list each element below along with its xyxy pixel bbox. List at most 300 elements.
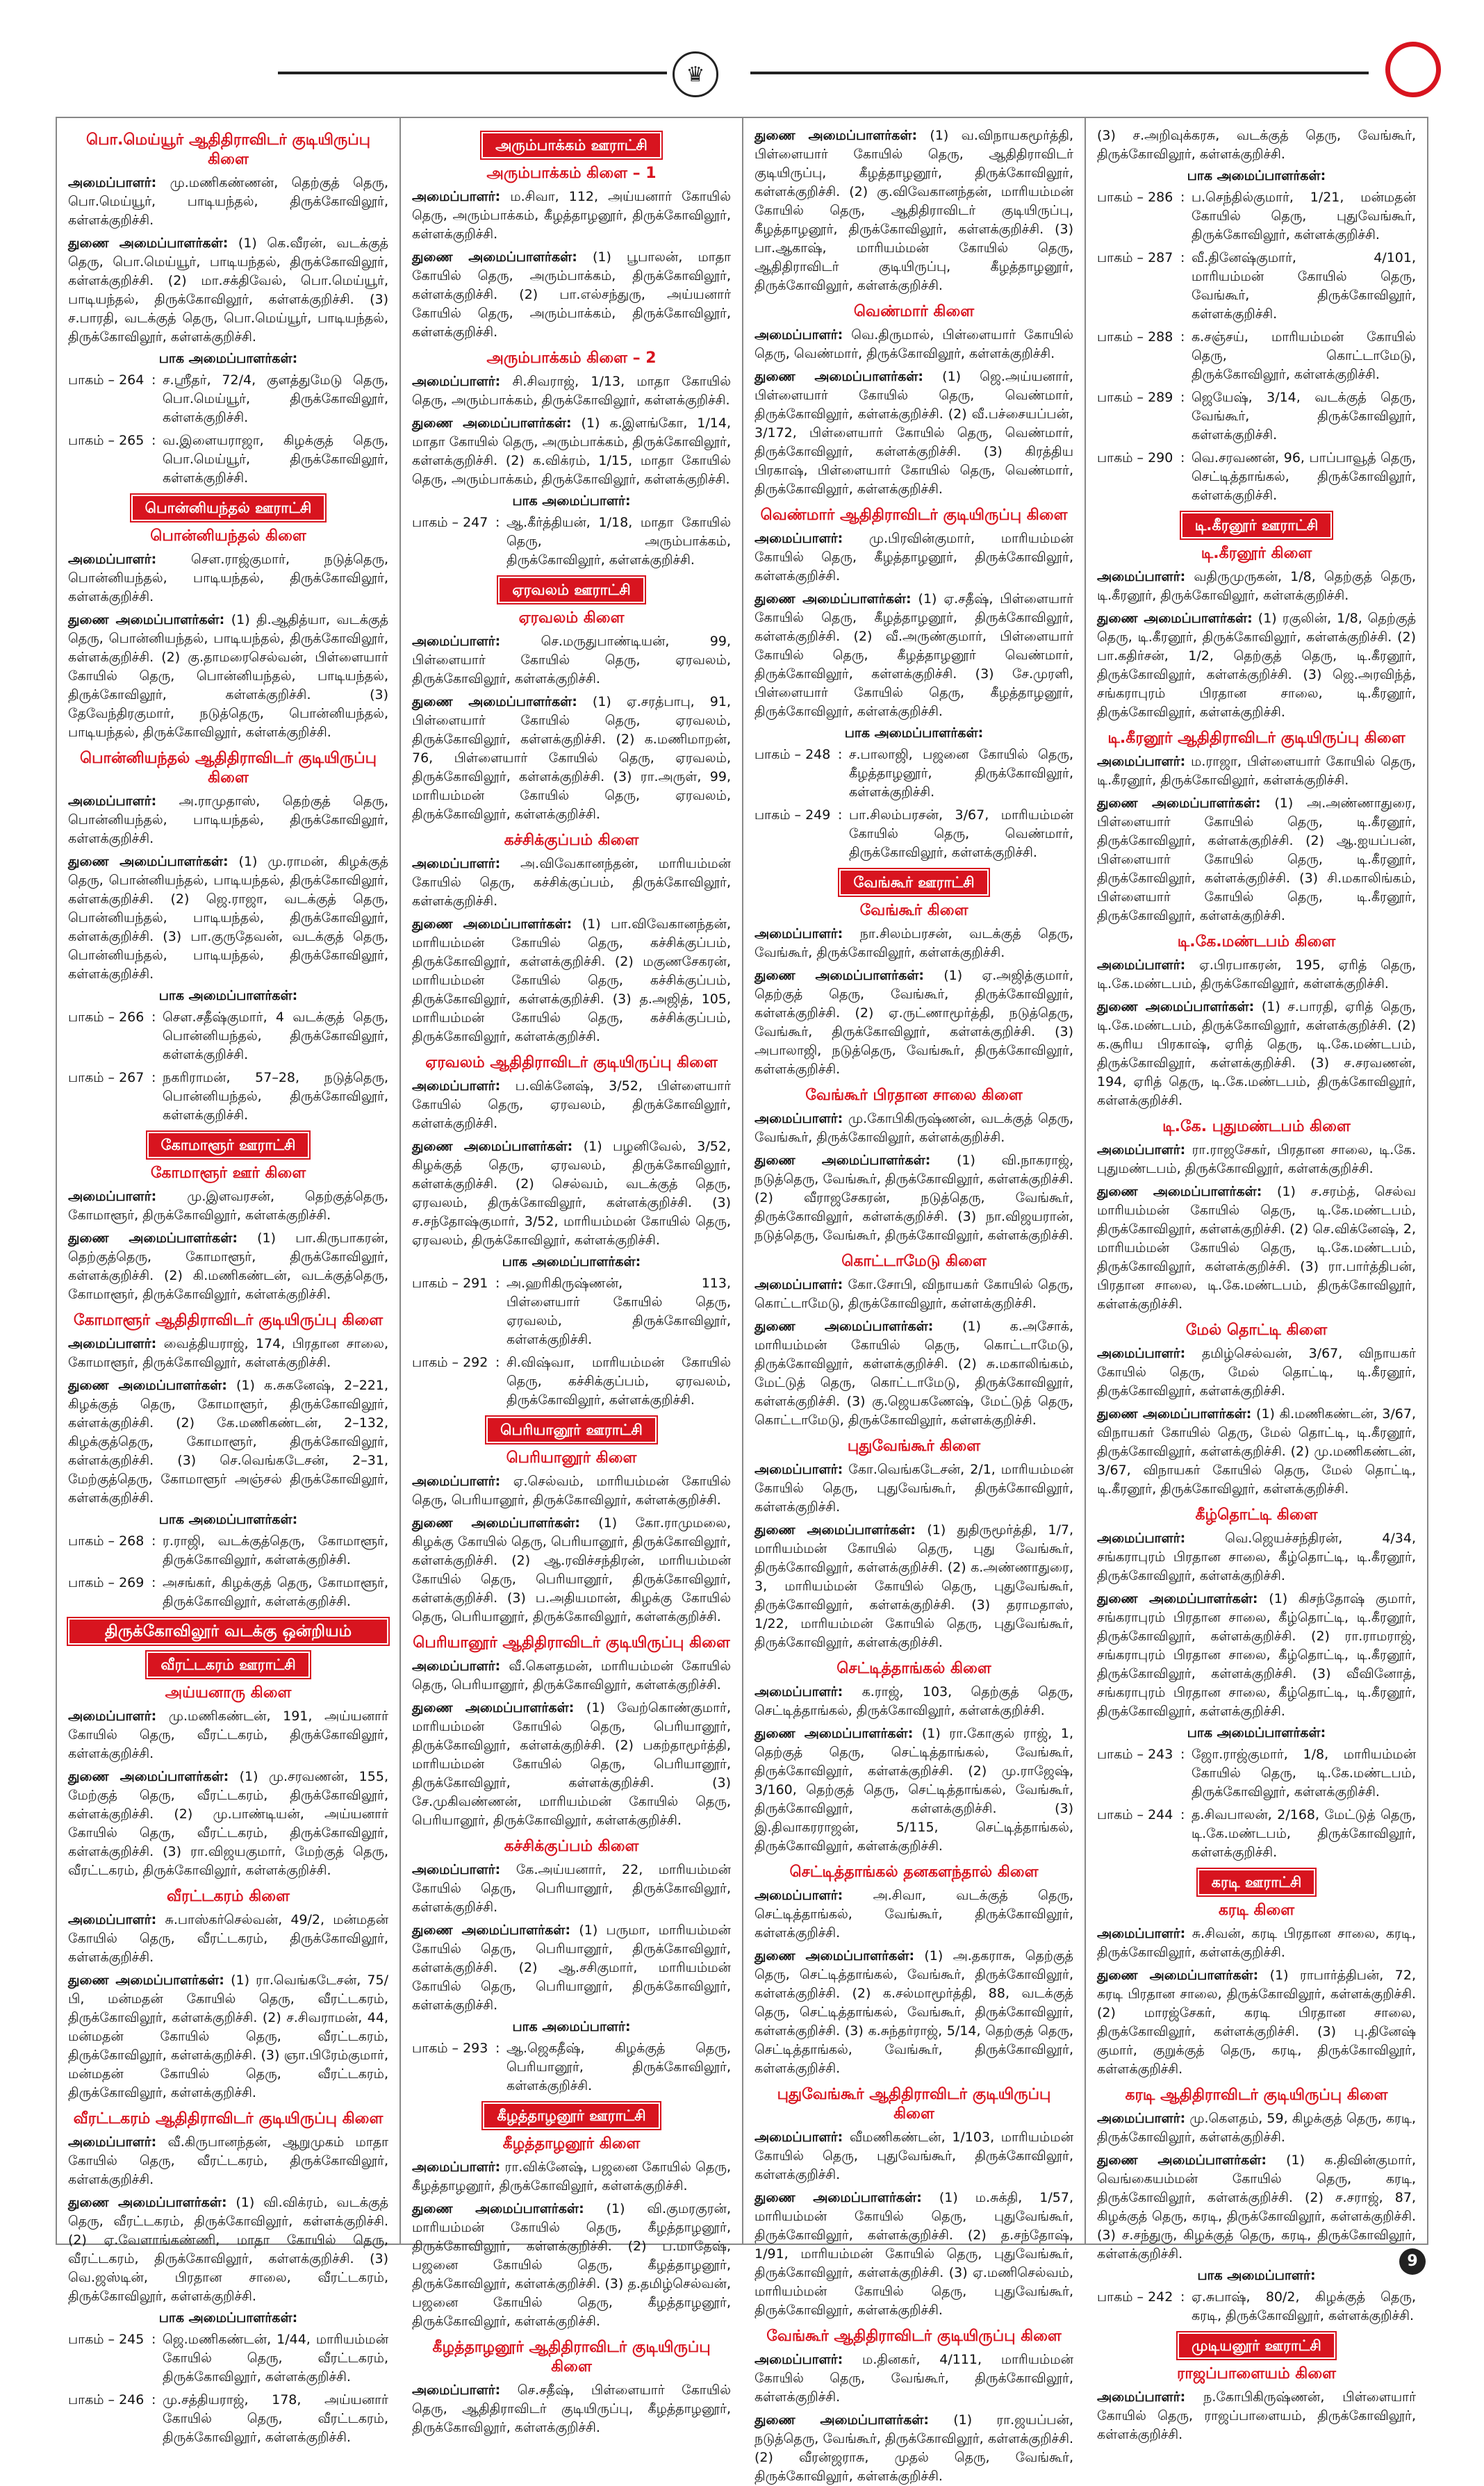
panchayat-label: வீரட்டகரம் ஊராட்சி <box>147 1652 309 1678</box>
member-entry <box>412 693 731 824</box>
member-text: ரா.ராஜசேகர், பிரதான சாலை, டி.கே. புதுமண்டபம், திருக்கோவிலூர், கள்ளக்குறிச்சி. <box>1097 1142 1416 1176</box>
branch-section <box>1097 729 1416 925</box>
branch-section <box>1097 1321 1416 1499</box>
booth-row <box>1097 188 1416 245</box>
role-label: துணை அமைப்பாளர்கள்: <box>755 1153 931 1168</box>
role-label: அமைப்பாளர்: <box>1097 2111 1186 2126</box>
member-entry <box>68 611 388 742</box>
branch-section <box>1097 512 1416 722</box>
branch-section <box>755 1086 1073 1245</box>
booth-row <box>68 1532 388 1570</box>
panchayat-label: கரடி ஊராட்சி <box>1198 1869 1316 1895</box>
member-text: (1) அ.தகராசு, தெற்குத் தெரு, செட்டித்தாங்கல், வேங்கூர், திருக்கோவிலூர், கள்ளக்குறிச்சி. (2) க.சல்மாமூர்த்தி, 88, வடக்குத் தெரு, செட்டித்தாங்கல், வேங்கூர், திருக்கோவிலூர், கள்ளக்குறிச்சி. (3) க.சுந்தர்ராஜ், 5/14, தெற்குத் தெரு, செட்டித்தாங்கல், வேங்கூர், திருக்கோவிலூர், கள்ளக்குறிச்சி. <box>755 1948 1073 2076</box>
booth-colon: : <box>1180 329 1185 345</box>
booth-colon: : <box>1180 190 1185 205</box>
member-text: வீ.கௌதமன், மாரியம்மன் கோயில் தெரு, பெரியானூர், திருக்கோவிலூர், கள்ளக்குறிச்சி. <box>412 1658 731 1693</box>
member-text: (1) வி.விக்ரம், வடக்குத் தெரு, வீரட்டகரம், திருக்கோவிலூர், கள்ளக்குறிச்சி. (2) ஏ.வேளாங்கண்ணி, மாதா கோயில் தெரு, வீரட்டகரம், திருக்கோவிலூர், கள்ளக்குறிச்சி. (3) வெ.ஜஸ்டின், பிரதான சாலை, வீரட்டகரம், திருக்கோவிலூர், கள்ளக்குறிச்சி. <box>68 2195 388 2304</box>
role-label: துணை அமைப்பாளர்கள்: <box>412 2201 584 2216</box>
branch-section <box>412 1837 731 2096</box>
booth-row <box>1097 1745 1416 1802</box>
member-text: (1) ரா.கோகுல் ராஜ், 1, தெற்குத் தெரு, செட்டித்தாங்கல், வேங்கூர், திருக்கோவிலூர், கள்ளக்குறிச்சி. (2) மு.ராஜேஷ், 3/160, தெற்குத் தெரு, செட்டித்தாங்கல், வேங்கூர், திருக்கோவிலூர், கள்ளக்குறிச்சி. (3) இ.திவாகரராஜன், 5/115, செட்டித்தாங்கல், திருக்கோவிலூர், கள்ளக்குறிச்சி. <box>755 1726 1073 1854</box>
member-text: நா.சிலம்பரசன், வடக்குத் தெரு, வேங்கூர், திருக்கோவிலூர், கள்ளக்குறிச்சி. <box>755 926 1073 960</box>
panchayat-label: கோமாளூர் ஊராட்சி <box>147 1132 310 1158</box>
role-label: துணை அமைப்பாளர்கள்: <box>1097 611 1253 626</box>
role-label: அமைப்பாளர்: <box>755 1684 843 1699</box>
booth-organiser: ஆ.ஜெகதீஷ், கிழக்குத் தெரு, பெரியானூர், திருக்கோவிலூர், கள்ளக்குறிச்சி. <box>506 2041 731 2093</box>
member-entry <box>68 1376 388 1508</box>
member-entry <box>1097 126 1416 164</box>
booth-organiser: ஜோ.ராஜ்குமார், 1/8, மாரியம்மன் கோயில் தெரு, டி.கே.மண்டபம், திருக்கோவிலூர், கள்ளக்குறிச்சி. <box>1192 1747 1416 1800</box>
booth-organisers-heading: பாக அமைப்பாளர்: <box>1197 2268 1316 2283</box>
branch-section <box>412 1417 731 1627</box>
member-text: அ.சிவா, வடக்குத் தெரு, செட்டித்தாங்கல், வேங்கூர், திருக்கோவிலூர், கள்ளக்குறிச்சி. <box>755 1888 1073 1941</box>
member-entry <box>412 632 731 689</box>
member-text: ம.தினகர், 4/111, மாரியம்மன் கோயில் தெரு, வேங்கூர், திருக்கோவிலூர், கள்ளக்குறிச்சி. <box>755 2352 1074 2405</box>
booth-organiser: சி.விஷ்வா, மாரியம்மன் கோயில் தெரு, கச்சிக்குப்பம், ஏரவலம், திருக்கோவிலூர், கள்ளக்குறிச்சி. <box>506 1355 731 1408</box>
branch-heading: கொட்டாமேடு கிளை <box>841 1253 987 1270</box>
member-text: (1) க.திவின்குமார், வெங்கையம்மன் கோயில் தெரு, கரடி, திருக்கோவிலூர், கள்ளக்குறிச்சி. (2) ச.சராஜ், 87, கிழக்குத் தெரு, கரடி, திருக்கோவிலூர், கள்ளக்குறிச்சி. (3) ச.சந்துரு, கிழக்குத் தெரு, கரடி, திருக்கோவிலூர், கள்ளக்குறிச்சி. <box>1097 2152 1416 2262</box>
role-label: துணை அமைப்பாளர்கள்: <box>1097 2152 1267 2168</box>
member-entry <box>68 1911 388 1967</box>
member-entry <box>412 2381 731 2437</box>
branch-heading: கோமாளூர் ஊர் கிளை <box>150 1164 306 1182</box>
member-text: மு.கௌதம், 59, கிழக்குத் தெரு, கரடி, திருக்கோவிலூர், கள்ளக்குறிச்சி. <box>1097 2111 1417 2145</box>
panchayat-label: முடியனூர் ஊராட்சி <box>1178 2332 1335 2359</box>
member-text: (1) ரா.ஜயப்பன், நடுத்தெரு, வேங்கூர், திருக்கோவிலூர், கள்ளக்குறிச்சி. (2) வீரன்ஜராசு, முதல் தெரு, வேங்கூர், திருக்கோவிலூர், கள்ளக்குறிச்சி. <box>755 2412 1073 2484</box>
member-entry <box>755 1886 1073 1943</box>
booth-organiser: ஏ.சுபாஷ், 80/2, கிழக்குத் தெரு, கரடி, திருக்கோவிலூர், கள்ளக்குறிச்சி. <box>1192 2289 1416 2323</box>
panchayat-label: டி.கீரனூர் ஊராட்சி <box>1181 512 1333 538</box>
role-label: துணை அமைப்பாளர்கள்: <box>68 1230 238 1246</box>
member-text: (1) க.இளங்கோ, 1/14, மாதா கோயில் தெரு, அரும்பாக்கம், திருக்கோவிலூர், கள்ளக்குறிச்சி. (2) க.விக்ரம், 1/15, மாதா கோயில் தெரு, அரும்பாக்கம், திருக்கோவிலூர், கள்ளக்குறிச்சி. <box>412 415 731 487</box>
member-entry <box>412 2200 731 2331</box>
branch-heading: அய்யனாரு கிளை <box>165 1684 292 1702</box>
role-label: துணை அமைப்பாளர்கள்: <box>755 2190 922 2205</box>
branch-section <box>1097 1869 1416 2079</box>
role-label: துணை அமைப்பாளர்கள்: <box>1097 1591 1258 1606</box>
booth-organisers-heading: பாக அமைப்பாளர்கள்: <box>158 2310 298 2326</box>
member-entry <box>1097 1344 1416 1401</box>
columns <box>57 118 1427 2484</box>
branch-heading: கச்சிக்குப்பம் கிளை <box>504 1838 639 1855</box>
member-entry <box>1097 1141 1416 1178</box>
role-label: அமைப்பாளர்: <box>755 531 843 546</box>
booth-colon: : <box>495 515 500 530</box>
branch-section <box>68 495 388 742</box>
member-text: (1) பருமா, மாரியம்மன் கோயில் தெரு, பெரியானூர், திருக்கோவிலூர், கள்ளக்குறிச்சி. (2) ஆ.சசிகுமார், மாரியம்மன் கோயில் தெரு, பெரியானூர், திருக்கோவிலூர், கள்ளக்குறிச்சி. <box>412 1923 731 2013</box>
role-label: துணை அமைப்பாளர்கள்: <box>755 1726 914 1741</box>
branch-heading: வேங்கூர் கிளை <box>859 902 968 919</box>
booth-number: பாகம் – 249 <box>755 807 831 823</box>
member-text: செ.சதீஷ், பிள்ளையார் கோயில் தெரு, ஆதிதிராவிடர் குடியிருப்பு, கீழத்தாழனூர், திருக்கோவிலூர், கள்ளக்குறிச்சி. <box>412 2382 731 2435</box>
role-label: துணை அமைப்பாளர்கள்: <box>755 968 925 983</box>
member-entry <box>412 1699 731 1830</box>
member-entry <box>1097 998 1416 1110</box>
role-label: அமைப்பாளர்: <box>412 856 501 871</box>
member-entry <box>412 1861 731 1917</box>
member-text: (1) ஜெ.அய்யனார், பிள்ளையார் கோயில் தெரு, வெண்மார், திருக்கோவிலூர், கள்ளக்குறிச்சி. (2) வீ.பச்சையப்பன், 3/172, பிள்ளையார் கோயில் தெரு, வெண்மார், திருக்கோவிலூர், கள்ளக்குறிச்சி. (3) கிரத்திய பிரகாஷ், பிள்ளையார் கோயில் தெரு, வெண்மார், திருக்கோவிலூர், கள்ளக்குறிச்சி. <box>755 369 1073 497</box>
booth-organiser: மு.சத்தியராஜ், 178, அய்யனார் கோயில் தெரு, வீரட்டகரம், திருக்கோவிலூர், கள்ளக்குறிச்சி. <box>163 2392 388 2445</box>
member-entry <box>412 1514 731 1627</box>
branch-heading: வேங்கூர் பிரதான சாலை கிளை <box>805 1087 1023 1104</box>
branch-section <box>755 1863 1073 2078</box>
member-entry <box>1097 2151 1416 2264</box>
branch-section <box>755 1659 1073 1856</box>
member-entry <box>412 1077 731 1133</box>
branch-heading: கரடி ஆதிதிராவிடர் குடியிருப்பு கிளை <box>1125 2086 1388 2104</box>
booth-number: பாகம் – 242 <box>1097 2289 1173 2305</box>
member-entry <box>1097 1590 1416 1721</box>
member-entry <box>68 1707 388 1763</box>
booth-colon: : <box>838 807 843 823</box>
role-label: துணை அமைப்பாளர்கள்: <box>68 1973 224 1988</box>
role-label: துணை அமைப்பாளர்கள்: <box>1097 1406 1252 1422</box>
member-entry <box>755 1947 1073 2078</box>
booth-number: பாகம் – 269 <box>68 1575 145 1590</box>
member-text: சு.சிவன், கரடி பிரதான சாலை, கரடி, திருக்கோவிலூர், கள்ளக்குறிச்சி. <box>1097 1926 1417 1960</box>
booth-colon: : <box>1180 250 1185 265</box>
booth-organisers-heading: பாக அமைப்பாளர்கள்: <box>844 725 984 741</box>
branch-section <box>755 1252 1073 1430</box>
column-3 <box>742 118 1085 2484</box>
booth-row <box>412 1353 731 1410</box>
role-label: அமைப்பாளர்: <box>1097 1346 1186 1361</box>
member-entry <box>755 1521 1073 1652</box>
member-text: (1) ஏ.சதீஷ், பிள்ளையார் கோயில் தெரு, கீழத்தாழனூர், திருக்கோவிலூர், கள்ளக்குறிச்சி. (2) வீ.அருண்குமார், பிள்ளையார் கோயில் தெரு, கீழத்தாழனூர் வெண்மார், திருக்கோவிலூர், கள்ளக்குறிச்சி. (3) சே.முரளி, பிள்ளையார் கோயில் தெரு, கீழத்தாழனூர், திருக்கோவிலூர், கள்ளக்குறிச்சி. <box>755 591 1073 719</box>
member-entry <box>412 372 731 410</box>
member-text: வைத்தியராஜ், 174, பிரதான சாலை, கோமாளூர், திருக்கோவிலூர், கள்ளக்குறிச்சி. <box>68 1336 388 1370</box>
member-entry <box>755 2189 1073 2320</box>
branch-section <box>1097 2086 1416 2326</box>
column-2 <box>399 118 742 2435</box>
booth-number: பாகம் – 244 <box>1097 1807 1173 1822</box>
booth-number: பாகம் – 245 <box>68 2332 145 2347</box>
booth-organiser: ஜெயேஷ், 3/14, வடக்குத் தெரு, வேங்கூர், திருக்கோவிலூர், கள்ளக்குறிச்சி. <box>1192 390 1416 443</box>
member-entry <box>68 2193 388 2306</box>
role-label: அமைப்பாளர்: <box>755 1111 843 1126</box>
branch-section <box>755 302 1073 499</box>
branch-section <box>412 831 731 1046</box>
role-label: அமைப்பாளர்: <box>755 2352 843 2367</box>
member-entry <box>68 853 388 984</box>
member-entry <box>412 855 731 911</box>
branch-section <box>755 869 1073 1079</box>
booth-number: பாகம் – 264 <box>68 372 145 388</box>
booth-number: பாகம் – 268 <box>68 1533 145 1549</box>
role-label: அமைப்பாளர்: <box>412 634 501 649</box>
booth-colon: : <box>838 747 843 762</box>
branch-heading: டி.கே. புதுமண்டபம் கிளை <box>1162 1118 1351 1135</box>
booth-colon: : <box>151 1533 156 1549</box>
member-entry <box>1097 1405 1416 1499</box>
member-text: (1) துதிருமூர்த்தி, 1/7, மாரியம்மன் கோயில் தெரு, புது வேங்கூர், திருக்கோவிலூர், கள்ளக்குறிச்சி. (2) க.அண்ணாதுரை, 3, மாரியம்மன் கோயில் தெரு, புதுவேங்கூர், திருக்கோவிலூர், கள்ளக்குறிச்சி. (3) தராமதாஸ், 1/22, மாரியம்மன் கோயில் தெரு, புதுவேங்கூர், திருக்கோவிலூர், கள்ளக்குறிச்சி. <box>755 1522 1074 1650</box>
booth-organiser: நகரிராமன், 57–28, நடுத்தெரு, பொன்னியந்தல், திருக்கோவிலூர், கள்ளக்குறிச்சி. <box>163 1070 388 1123</box>
branch-section <box>1097 1506 1416 1862</box>
page-number: 9 <box>1399 2248 1426 2275</box>
member-text: வதிருமுருகன், 1/8, தெற்குத் தெரு, டி.கீரனூர், திருக்கோவிலூர், கள்ளக்குறிச்சி. <box>1097 569 1416 603</box>
booth-row <box>68 2391 388 2447</box>
member-text: (1) வி.நாகராஜ், நடுத்தெரு, வேங்கூர், திருக்கோவிலூர், கள்ளக்குறிச்சி. (2) வீராஜசேகரன், நடுத்தெரு, வேங்கூர், திருக்கோவிலூர், கள்ளக்குறிச்சி. (3) நா.விஜயரான், நடுத்தெரு, வேங்கூர், திருக்கோவிலூர், கள்ளக்குறிச்சி. <box>755 1153 1074 1243</box>
branch-section <box>68 1618 388 1880</box>
member-entry <box>755 529 1073 586</box>
branch-heading: செட்டித்தாங்கல் கிளை <box>836 1660 991 1677</box>
member-text: (1) கெ.வீரன், வடக்குத் தெரு, பொ.மெய்யூர், பாடியந்தல், திருக்கோவிலூர், கள்ளக்குறிச்சி. (2) மா.சக்திவேல், பொ.மெய்யூர், பாடியந்தல், திருக்கோவிலூர், கள்ளக்குறிச்சி. (3) ச.பாரதி, வடக்குத் தெரு, பொ.மெய்யூர், பாடியந்தல், திருக்கோவிலூர், கள்ளக்குறிச்சி. <box>68 236 388 345</box>
booth-number: பாகம் – 243 <box>1097 1747 1173 1762</box>
branch-section <box>1097 2332 1416 2444</box>
role-label: அமைப்பாளர்: <box>68 1189 157 1204</box>
member-entry <box>68 174 388 230</box>
member-entry <box>755 1151 1073 1245</box>
member-text: க.ராஜ், 103, தெற்குத் தெரு, செட்டித்தாங்கல், திருக்கோவிலூர், கள்ளக்குறிச்சி. <box>755 1684 1073 1718</box>
member-text: அ.விவேகானந்தன், மாரியம்மன் கோயில் தெரு, கச்சிக்குப்பம், திருக்கோவிலூர், கள்ளக்குறிச்சி. <box>412 856 731 909</box>
branch-section <box>412 132 731 342</box>
member-entry <box>1097 2388 1416 2444</box>
branch-heading: ஏரவலம் கிளை <box>518 609 625 627</box>
branch-heading: வெண்மார் கிளை <box>853 303 975 320</box>
branch-section <box>412 2338 731 2437</box>
booth-number: பாகம் – 288 <box>1097 329 1173 345</box>
role-label: அமைப்பாளர்: <box>1097 1926 1186 1941</box>
role-label: துணை அமைப்பாளர்கள்: <box>1097 796 1261 811</box>
role-label: துணை அமைப்பாளர்கள்: <box>412 1700 575 1715</box>
branch-heading: கீழத்தாழனூர் ஆதிதிராவிடர் குடியிருப்பு கிளை <box>432 2339 711 2376</box>
member-entry <box>412 1137 731 1250</box>
member-text: கோ.சோபி, விநாயகர் கோயில் தெரு, கொட்டாமேடு, திருக்கோவிலூர், கள்ளக்குறிச்சி. <box>755 1277 1073 1311</box>
branch-heading: பொ.மெய்யூர் ஆதிதிராவிடர் குடியிருப்பு கிளை <box>85 131 371 168</box>
booth-colon: : <box>151 1070 156 1085</box>
member-text: (1) வேற்கொண்குமார், மாரியம்மன் கோயில் தெரு, பெரியானூர், திருக்கோவிலூர், கள்ளக்குறிச்சி. (2) பகற்தாமூர்த்தி, மாரியம்மன் கோயில் தெரு, பெரியானூர், திருக்கோவிலூர், கள்ளக்குறிச்சி. (3) சே.முகிவண்ணன், மாரியம்மன் கோயில் தெரு, பெரியானூர், திருக்கோவிலூர், கள்ளக்குறிச்சி. <box>412 1700 732 1828</box>
role-label: துணை அமைப்பாளர்கள்: <box>755 128 918 143</box>
member-text: (1) தி.ஆதித்யா, வடக்குத் தெரு, பொன்னியந்தல், பாடியந்தல், திருக்கோவிலூர், கள்ளக்குறிச்சி. (2) கு.தாமரைசெல்வன், பிள்ளையார் கோயில் தெரு, பொன்னியந்தல், பாடியந்தல், திருக்கோவிலூர், கள்ளக்குறிச்சி. (3) தேவேந்திரகுமார், நடுத்தெரு, பொன்னியந்தல், பாடியந்தல், திருக்கோவிலூர், கள்ளக்குறிச்சி. <box>68 612 388 740</box>
branch-section <box>1097 932 1416 1110</box>
role-label: அமைப்பாளர்: <box>412 2382 501 2398</box>
booth-number: பாகம் – 266 <box>68 1010 145 1025</box>
member-entry <box>1097 1966 1416 2079</box>
member-entry <box>68 2133 388 2189</box>
branch-section <box>412 349 731 570</box>
booth-colon: : <box>495 1355 500 1370</box>
role-label: அமைப்பாளர்: <box>68 2134 157 2150</box>
booth-organisers-heading: பாக அமைப்பாளர்கள்: <box>502 1254 641 1269</box>
branch-heading: பொன்னியந்தல் கிளை <box>150 527 306 545</box>
member-text: (1) ரா.வெங்கடேசன், 75/பி, மன்மதன் கோயில் தெரு, வீரட்டகரம், திருக்கோவிலூர், கள்ளக்குறிச்சி. (2) ச.சிவராமன், 44, மன்மதன் கோயில் தெரு, வீரட்டகரம், திருக்கோவிலூர், கள்ளக்குறிச்சி. (3) ஞா.பிரேம்குமார், மன்மதன் கோயில் தெரு, வீரட்டகரம், திருக்கோவிலூர், கள்ளக்குறிச்சி. <box>68 1973 389 2100</box>
member-text: மு.இளவரசன், தெற்குத்தெரு, கோமாளூர், திருக்கோவிலூர், கள்ளக்குறிச்சி. <box>68 1189 388 1223</box>
booth-organiser: ச.பாலாஜி, பஜனை கோயில் தெரு, கீழத்தாழனூர், திருக்கோவிலூர், கள்ளக்குறிச்சி. <box>849 747 1073 800</box>
member-text: அ.ராமுதாஸ், தெற்குத் தெரு, பொன்னியந்தல், பாடியந்தல், திருக்கோவிலூர், கள்ளக்குறிச்சி. <box>68 793 388 846</box>
booth-colon: : <box>151 433 156 448</box>
member-text: (1) கோ.ராமுமலை, கிழக்கு கோயில் தெரு, பெரியானூர், திருக்கோவிலூர், கள்ளக்குறிச்சி. (2) ஆ.ரவிச்சந்திரன், மாரியம்மன் கோயில் தெரு, பெரியானூர், திருக்கோவிலூர், கள்ளக்குறிச்சி. (3) ப.அதியமான், கிழக்கு கோயில் தெரு, பெரியானூர், திருக்கோவிலூர், கள்ளக்குறிச்சி. <box>412 1515 731 1624</box>
member-entry <box>755 1724 1073 1856</box>
branch-heading: ஏரவலம் ஆதிதிராவிடர் குடியிருப்பு கிளை <box>425 1054 718 1071</box>
branch-section <box>68 2109 388 2447</box>
branch-heading: வீரட்டகரம் கிளை <box>167 1888 290 1905</box>
role-label: அமைப்பாளர்: <box>755 1277 843 1292</box>
branch-section <box>755 2327 1073 2486</box>
booth-row <box>1097 449 1416 505</box>
booth-colon: : <box>1180 1747 1185 1762</box>
member-entry <box>755 326 1073 363</box>
member-entry <box>1097 2109 1416 2147</box>
booth-organiser: அசங்கர், கிழக்குத் தெரு, கோமாளூர், திருக்கோவிலூர், கள்ளக்குறிச்சி. <box>163 1575 388 1609</box>
role-label: துணை அமைப்பாளர்கள்: <box>68 854 229 869</box>
member-entry <box>755 1683 1073 1720</box>
role-label: துணை அமைப்பாளர்கள்: <box>755 2412 929 2428</box>
member-entry <box>755 966 1073 1079</box>
member-text: மு.மணிகண்ணன், தெற்குத் தெரு, பொ.மெய்யூர், பாடியந்தல், திருக்கோவிலூர், கள்ளக்குறிச்சி. <box>68 175 388 228</box>
member-text: வெ.திருமால், பிள்ளையார் கோயில் தெரு, வெண்மார், திருக்கோவிலூர், கள்ளக்குறிச்சி. <box>755 327 1073 361</box>
role-label: அமைப்பாளர்: <box>755 327 843 343</box>
role-label: துணை அமைப்பாளர்கள்: <box>68 612 225 627</box>
branch-heading: புதுவேங்கூர் ஆதிதிராவிடர் குடியிருப்பு கிளை <box>777 2086 1051 2123</box>
role-label: அமைப்பாளர்: <box>412 1474 501 1489</box>
panchayat-label: ஏரவலம் ஊராட்சி <box>498 577 644 603</box>
member-entry <box>412 915 731 1046</box>
branch-section <box>755 2085 1073 2320</box>
member-entry <box>755 2411 1073 2486</box>
member-text: (1) மு.சரவணன், 155, மேற்குத் தெரு, வீரட்டகரம், திருக்கோவிலூர், கள்ளக்குறிச்சி. (2) மு.பாண்டியன், அய்யனார் கோயில் தெரு, வீரட்டகரம், திருக்கோவிலூர், கள்ளக்குறிச்சி. (3) ரா.விஜயகுமார், மேற்குத் தெரு, வீரட்டகரம், திருக்கோவிலூர், கள்ளக்குறிச்சி. <box>68 1769 388 1878</box>
role-label: துணை அமைப்பாளர்கள்: <box>68 236 229 251</box>
member-entry <box>68 1229 388 1304</box>
member-entry <box>1097 1529 1416 1586</box>
member-entry <box>1097 956 1416 994</box>
booth-row <box>412 513 731 570</box>
booth-number: பாகம் – 290 <box>1097 450 1173 466</box>
booth-colon: : <box>151 1010 156 1025</box>
branch-heading: கீழத்தாழனூர் கிளை <box>502 2135 641 2152</box>
role-label: அமைப்பாளர்: <box>412 1658 501 1674</box>
panchayat-label: அரும்பாக்கம் ஊராட்சி <box>481 132 661 158</box>
role-label: அமைப்பாளர்: <box>755 1462 843 1477</box>
booth-row <box>68 2330 388 2387</box>
role-label: அமைப்பாளர்: <box>412 189 501 204</box>
branch-section <box>755 1437 1073 1652</box>
booth-colon: : <box>495 2041 500 2056</box>
booth-row <box>1097 388 1416 445</box>
role-label: துணை அமைப்பாளர்கள்: <box>412 1139 573 1154</box>
branch-heading: வெண்மார் ஆதிதிராவிடர் குடியிருப்பு கிளை <box>760 507 1068 524</box>
booth-row <box>1097 328 1416 384</box>
union-banner: திருக்கோவிலூர் வடக்கு ஒன்றியம் <box>68 1618 388 1645</box>
role-label: அமைப்பாளர்: <box>68 1709 157 1724</box>
branch-heading: டி.கே.மண்டபம் கிளை <box>1177 933 1336 950</box>
branch-heading: டி.கீரனூர் கிளை <box>1201 545 1312 562</box>
member-text: ம.ராஜா, பிள்ளையார் கோயில் தெரு, டி.கீரனூர், திருக்கோவிலூர், கள்ளக்குறிச்சி. <box>1097 754 1416 788</box>
branch-heading: வீரட்டகரம் ஆதிதிராவிடர் குடியிருப்பு கிளை <box>73 2110 384 2127</box>
member-text: ஏ.பிரபாகரன், 195, ஏரித் தெரு, டி.கே.மண்டபம், திருக்கோவிலூர், கள்ளக்குறிச்சி. <box>1097 957 1416 991</box>
booth-number: பாகம் – 247 <box>412 515 488 530</box>
branch-section <box>755 126 1073 295</box>
branch-section <box>755 506 1073 862</box>
branch-heading: வேங்கூர் ஆதிதிராவிடர் குடியிருப்பு கிளை <box>766 2328 1062 2345</box>
branch-section <box>68 1887 388 2102</box>
member-text: (1) ரகுலின், 1/8, தெற்குத் தெரு, டி.கீரனூர், திருக்கோவிலூர், கள்ளக்குறிச்சி. (2) பா.கதிர்சன், 1/2, தெற்குத் தெரு, டி.கீரனூர், திருக்கோவிலூர், கள்ளக்குறிச்சி. (3) ஜெ.அரவிந்த், சங்கராபுரம் பிரதான சாலை, டி.கீரனூர், திருக்கோவிலூர், கள்ளக்குறிச்சி. <box>1097 611 1416 720</box>
masthead-rule-right <box>750 72 1369 74</box>
booth-colon: : <box>151 2332 156 2347</box>
member-entry <box>68 1971 388 2102</box>
member-entry <box>755 126 1073 295</box>
branch-section <box>412 1633 731 1830</box>
booth-organisers-heading: பாக அமைப்பாளர்கள்: <box>158 988 298 1003</box>
booth-number: பாகம் – 286 <box>1097 190 1173 205</box>
member-text: (1) பா.கிருபாகரன், தெற்குத்தெரு, கோமாளூர், திருக்கோவிலூர், கள்ளக்குறிச்சி. (2) கி.மணிகண்டன், வடக்குத்தெரு, கோமாளூர், திருக்கோவிலூர், கள்ளக்குறிச்சி. <box>68 1230 389 1302</box>
booth-organiser: வ.இளையராஜா, கிழக்குத் தெரு, பொ.மெய்யூர், திருக்கோவிலூர், கள்ளக்குறிச்சி. <box>163 433 388 486</box>
booth-organisers-heading: பாக அமைப்பாளர்கள்: <box>1187 1725 1326 1740</box>
member-text: (3) ச.அறிவுக்கரசு, வடக்குத் தெரு, வேங்கூர், திருக்கோவிலூர், கள்ளக்குறிச்சி. <box>1097 128 1416 162</box>
member-entry <box>68 550 388 607</box>
booth-organiser: ஆ.கீர்த்தியன், 1/18, மாதா கோயில் தெரு, அரும்பாக்கம், திருக்கோவிலூர், கள்ளக்குறிச்சி. <box>506 515 731 568</box>
member-text: கே.அய்யனார், 22, மாரியம்மன் கோயில் தெரு, பெரியானூர், திருக்கோவிலூர், கள்ளக்குறிச்சி. <box>412 1862 731 1915</box>
role-label: அமைப்பாளர்: <box>412 1862 501 1877</box>
booth-number: பாகம் – 293 <box>412 2041 488 2056</box>
booth-row <box>1097 1806 1416 1862</box>
panchayat-label: பெரியானூர் ஊராட்சி <box>486 1417 657 1443</box>
role-label: துணை அமைப்பாளர்கள்: <box>1097 1968 1259 1983</box>
branch-heading: பொன்னியந்தல் ஆதிதிராவிடர் குடியிருப்பு கிளை <box>80 750 377 787</box>
branch-heading: ராஜப்பாளையம் கிளை <box>1176 2365 1337 2382</box>
branch-section <box>68 131 388 488</box>
booth-organiser: வெ.சரவணன், 96, பாப்பாவூத் தெரு, செட்டித்தாங்கல், திருக்கோவிலூர், கள்ளக்குறிச்சி. <box>1192 450 1416 503</box>
member-entry <box>68 1187 388 1225</box>
emblem-icon: ♛ <box>673 51 718 97</box>
member-text: (1) ம.சுக்தி, 1/57, மாரியம்மன் கோயில் தெரு, புதுவேங்கூர், திருக்கோவிலூர், கள்ளக்குறிச்சி. (2) த.சந்தோஷ், 1/91, மாரியம்மன் கோயில் தெரு, புதுவேங்கூர், திருக்கோவிலூர், கள்ளக்குறிச்சி. (3) ஏ.மணிசெல்வம், மாரியம்மன் கோயில் தெரு, புதுவேங்கூர், திருக்கோவிலூர், கள்ளக்குறிச்சி. <box>755 2190 1073 2318</box>
member-text: தமிழ்செல்வன், 3/67, விநாயகர் கோயில் தெரு, மேல் தொட்டி, டி.கீரனூர், திருக்கோவிலூர், கள்ளக்குறிச்சி. <box>1097 1346 1416 1399</box>
branch-section <box>1097 1117 1416 1314</box>
booth-row <box>755 806 1073 862</box>
role-label: அமைப்பாளர்: <box>1097 957 1186 973</box>
role-label: அமைப்பாளர்: <box>1097 2389 1186 2405</box>
role-label: துணை அமைப்பாளர்கள்: <box>412 694 577 709</box>
role-label: அமைப்பாளர்: <box>68 175 157 190</box>
branch-section <box>68 749 388 1125</box>
booth-colon: : <box>151 1575 156 1590</box>
member-entry <box>412 414 731 489</box>
role-label: துணை அமைப்பாளர்கள்: <box>412 916 572 932</box>
panchayat-label: வேங்கூர் ஊராட்சி <box>839 869 988 896</box>
member-entry <box>412 1472 731 1510</box>
booth-colon: : <box>151 2392 156 2407</box>
member-text: வீ.கிருபானந்தன், ஆறுமுகம் மாதா கோயில் தெரு, வீரட்டகரம், திருக்கோவிலூர், கள்ளக்குறிச்சி. <box>68 2134 388 2187</box>
branch-heading: பெரியானூர் கிளை <box>506 1449 637 1467</box>
branch-section <box>1097 126 1416 505</box>
branch-heading: புதுவேங்கூர் கிளை <box>847 1438 981 1455</box>
member-entry <box>68 792 388 848</box>
booth-row <box>1097 2288 1416 2326</box>
column-4 <box>1085 118 1427 2442</box>
booth-organisers-heading: பாக அமைப்பாளர்கள்: <box>1187 168 1326 183</box>
branch-section <box>412 2102 731 2331</box>
member-text: ப.விக்னேஷ், 3/52, பிள்ளையார் கோயில் தெரு, ஏரவலம், திருக்கோவிலூர், கள்ளக்குறிச்சி. <box>412 1078 731 1131</box>
booth-colon: : <box>1180 450 1185 466</box>
member-entry <box>412 188 731 244</box>
branch-section <box>68 1132 388 1304</box>
member-text: (1) வி.குமரகுரன், மாரியம்மன் கோயில் தெரு, கீழத்தாழனூர், திருக்கோவிலூர், கள்ளக்குறிச்சி. (2) ப.மாதேஷ், பஜனை கோயில் தெரு, கீழத்தாழனூர், திருக்கோவிலூர், கள்ளக்குறிச்சி. (3) த.தமிழ்செல்வன், பஜனை கோயில் தெரு, கீழத்தாழனூர், திருக்கோவிலூர், கள்ளக்குறிச்சி. <box>412 2201 731 2329</box>
member-text: வீமணிகண்டன், 1/103, மாரியம்மன் கோயில் தெரு, புதுவேங்கூர், திருக்கோவிலூர், கள்ளக்குறிச்சி. <box>755 2130 1073 2182</box>
branch-heading: அரும்பாக்கம் கிளை – 2 <box>486 349 657 367</box>
member-entry <box>1097 609 1416 722</box>
member-entry <box>1097 1183 1416 1314</box>
member-text: ரா.விக்னேஷ், பஜனை கோயில் தெரு, கீழத்தாழனூர், திருக்கோவிலூர், கள்ளக்குறிச்சி. <box>412 2159 731 2193</box>
booth-number: பாகம் – 265 <box>68 433 145 448</box>
role-label: துணை அமைப்பாளர்கள்: <box>1097 1184 1262 1199</box>
booth-organiser: ப.செந்தில்குமார், 1/21, மன்மதன் கோயில் தெரு, புதுவேங்கூர், திருக்கோவிலூர், கள்ளக்குறிச்சி. <box>1192 190 1416 242</box>
member-text: (1) வ.விநாயகமூர்த்தி, பிள்ளையார் கோயில் தெரு, ஆதிதிராவிடர் குடியிருப்பு, கீழத்தாழனூர், திருக்கோவிலூர், கள்ளக்குறிச்சி. (2) கு.விவேகானந்தன், மாரியம்மன் கோயில் தெரு, ஆதிதிராவிடர் குடியிருப்பு, கீழத்தாழனூர், திருக்கோவிலூர், கள்ளக்குறிச்சி. (3) பா.ஆகாஷ், மாரியம்மன் கோயில் தெரு, ஆதிதிராவிடர் குடியிருப்பு, கீழத்தாழனூர், திருக்கோவிலூர், கள்ளக்குறிச்சி. <box>755 128 1074 293</box>
booth-organiser: ச.ஸ்ரீதர், 72/4, குளத்துமேடு தெரு, பொ.மெய்யூர், திருக்கோவிலூர், கள்ளக்குறிச்சி. <box>163 372 388 425</box>
member-text: வெ.ஜெயச்சந்திரன், 4/34, சங்கராபுரம் பிரதான சாலை, கீழ்தொட்டி, டி.கீரனூர், திருக்கோவிலூர், கள்ளக்குறிச்சி. <box>1097 1531 1417 1583</box>
role-label: துணை அமைப்பாளர்கள்: <box>412 415 572 431</box>
role-label: துணை அமைப்பாளர்கள்: <box>755 591 912 607</box>
booth-colon: : <box>1180 2289 1185 2305</box>
member-text: (1) ச.சரம்த், செல்வ மாரியம்மன் கோயில் தெரு, டி.கே.மண்டபம், திருக்கோவிலூர், கள்ளக்குறிச்சி. (2) செ.விக்னேஷ், 2, மாரியம்மன் கோயில் தெரு, டி.கே.மண்டபம், திருக்கோவிலூர், கள்ளக்குறிச்சி. (3) ரா.பார்த்திபன், பிரதான சாலை, டி.கே.மண்டபம், திருக்கோவிலூர், கள்ளக்குறிச்சி. <box>1097 1184 1416 1312</box>
